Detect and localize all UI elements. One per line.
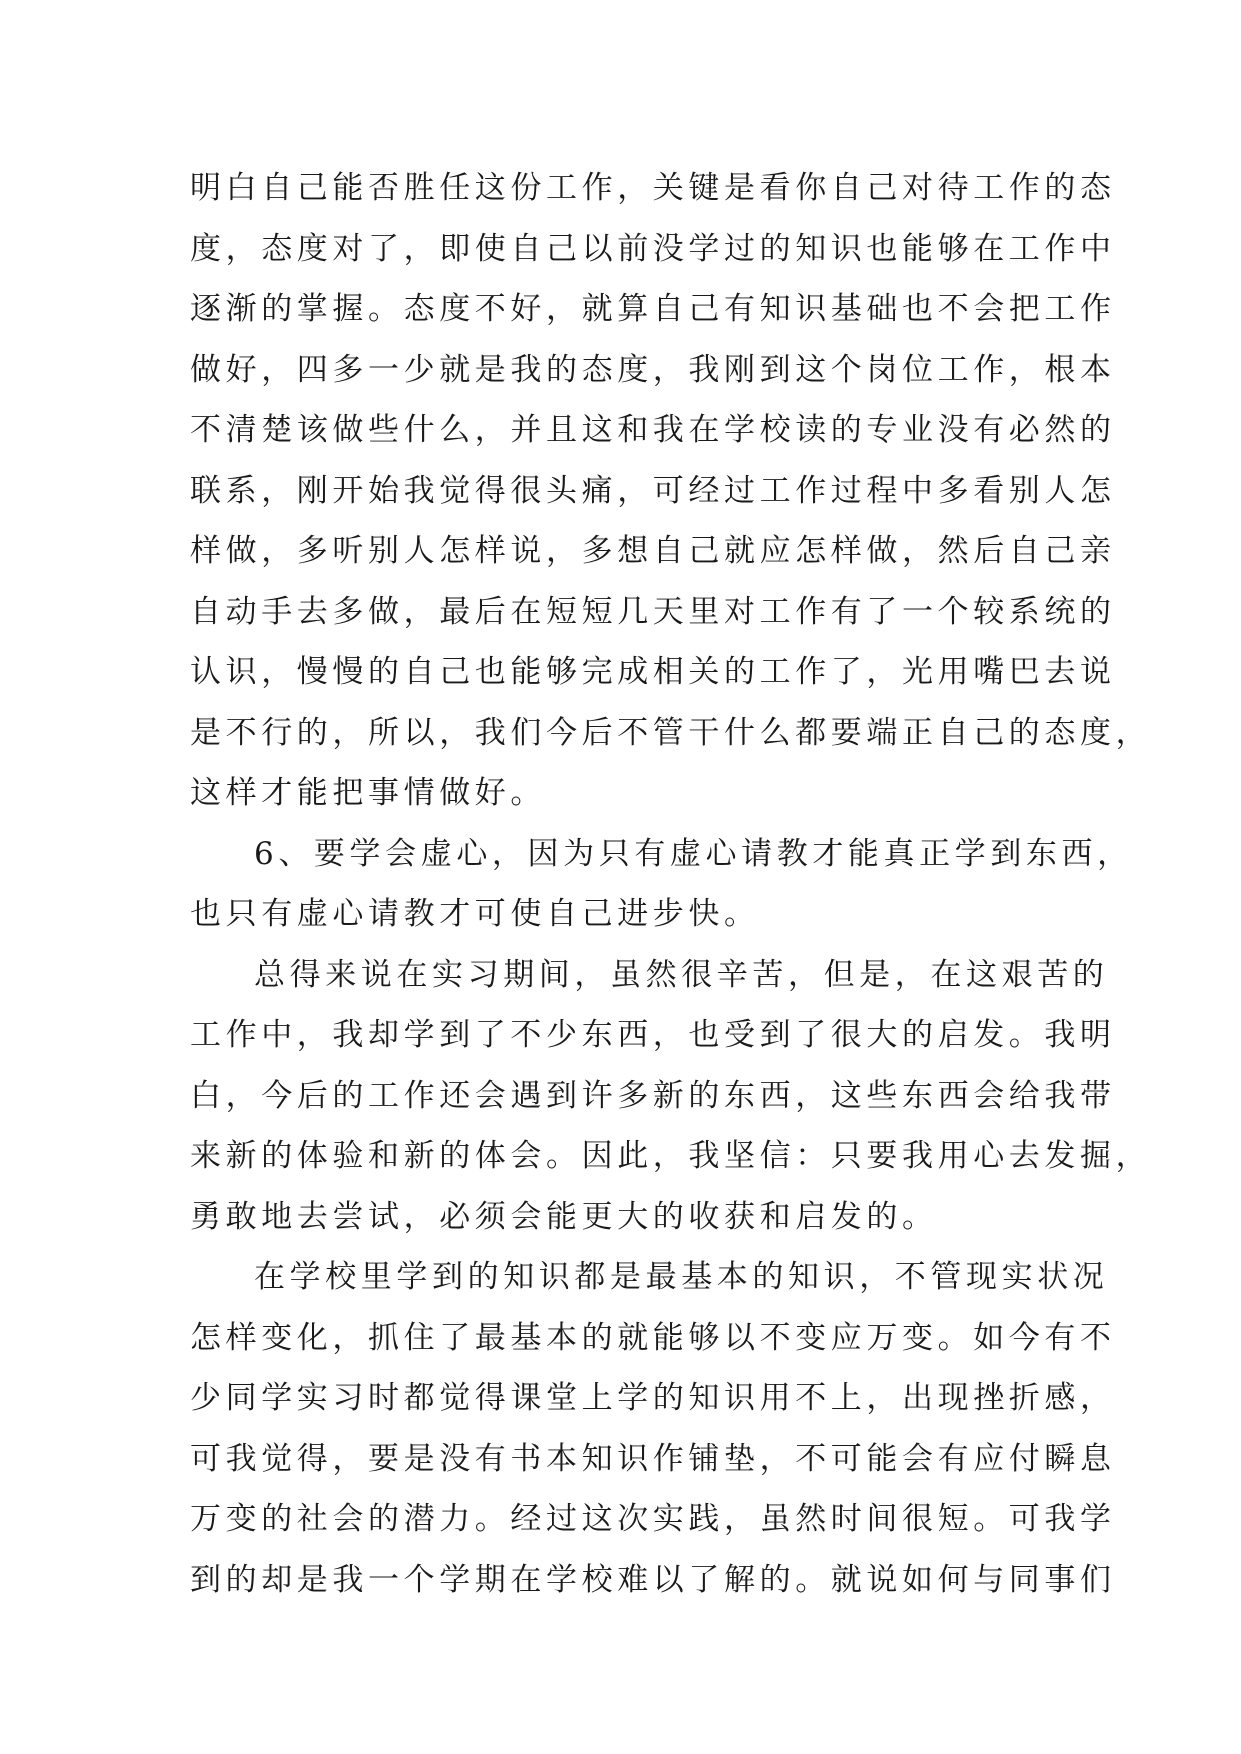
text-line: 白，今后的工作还会遇到许多新的东西，这些东西会给我带 — [190, 1077, 1116, 1114]
text-line: 样做，多听别人怎样说，多想自己就应怎样做，然后自己亲 — [190, 533, 1116, 569]
text-line: 逐渐的掌握。态度不好，就算自己有知识基础也不会把工作 — [190, 291, 1116, 327]
text-line: 万变的社会的潜力。经过这次实践，虽然时间很短。可我学 — [190, 1501, 1116, 1537]
text-line: 勇敢地去尝试，必须会能更大的收获和启发的。 — [190, 1198, 938, 1235]
text-line: 不清楚该做些什么，并且这和我在学校读的专业没有必然的 — [190, 412, 1116, 448]
text-line: 6、要学会虚心，因为只有虚心请教才能真正学到东西， — [254, 835, 1133, 872]
text-line: 少同学实习时都觉得课堂上学的知识用不上，出现挫折感， — [190, 1380, 1116, 1416]
paragraph-1 — [190, 158, 1152, 824]
text-line: 这样才能把事情做好。 — [190, 775, 546, 811]
paragraph-4 — [190, 1247, 1116, 1610]
text-line: 来新的体验和新的体会。因此，我坚信：只要我用心去发掘， — [190, 1138, 1152, 1174]
paragraph-2 — [190, 824, 1133, 945]
text-line: 在学校里学到的知识都是最基本的知识，不管现实状况 — [254, 1259, 1109, 1295]
text-line: 也只有虚心请教才可使自己进步快。 — [190, 896, 760, 932]
paragraph-3 — [190, 945, 1152, 1248]
text-line: 怎样变化，抓住了最基本的就能够以不变应万变。如今有不 — [190, 1319, 1116, 1356]
text-line: 做好，四多一少就是我的态度，我刚到这个岗位工作，根本 — [190, 351, 1116, 388]
text-line: 工作中，我却学到了不少东西，也受到了很大的启发。我明 — [190, 1017, 1116, 1053]
text-line: 总得来说在实习期间，虽然很辛苦，但是，在这艰苦的 — [254, 956, 1109, 993]
text-line: 联系，刚开始我觉得很头痛，可经过工作过程中多看别人怎 — [190, 472, 1116, 509]
text-line: 是不行的，所以，我们今后不管干什么都要端正自己的态度， — [190, 714, 1152, 751]
document-body — [190, 158, 1152, 1610]
text-line: 明白自己能否胜任这份工作，关键是看你自己对待工作的态 — [190, 170, 1116, 206]
text-line: 可我觉得，要是没有书本知识作铺垫，不可能会有应付瞬息 — [190, 1440, 1116, 1477]
text-line: 到的却是我一个学期在学校难以了解的。就说如何与同事们 — [190, 1561, 1116, 1598]
text-line: 度，态度对了，即使自己以前没学过的知识也能够在工作中 — [190, 230, 1116, 267]
text-line: 认识，慢慢的自己也能够完成相关的工作了，光用嘴巴去说 — [190, 654, 1116, 690]
text-line: 自动手去多做，最后在短短几天里对工作有了一个较系统的 — [190, 593, 1116, 630]
